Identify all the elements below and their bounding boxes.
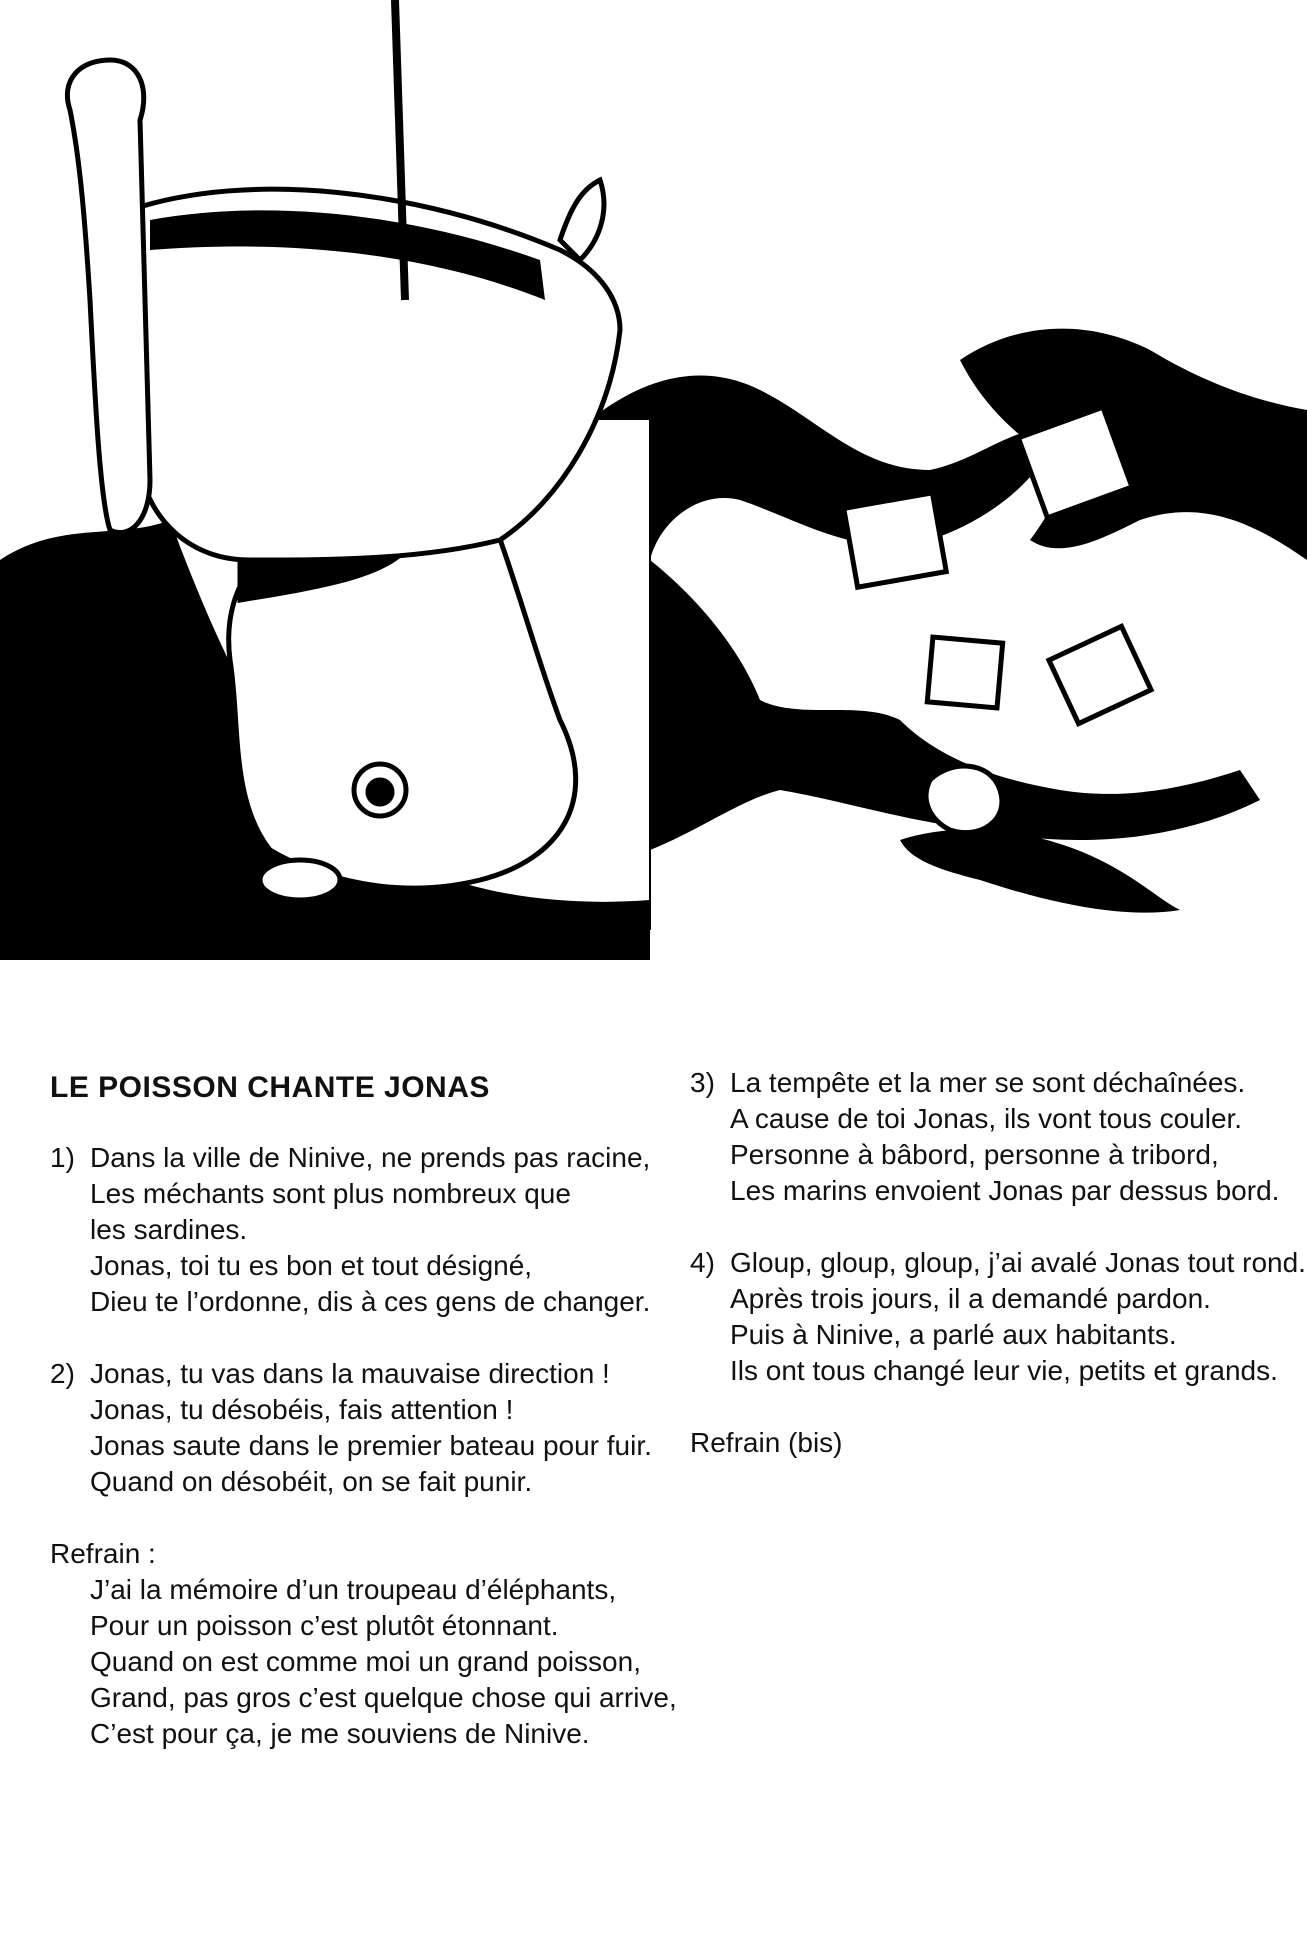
verse-line: Après trois jours, il a demandé pardon.: [730, 1283, 1211, 1314]
verse-1: [50, 1140, 651, 1320]
verse-3: [690, 1065, 1290, 1209]
refrain-line: Grand, pas gros c’est quelque chose qui arrive,: [90, 1682, 677, 1713]
verse-2: [50, 1356, 652, 1500]
verse-line: Puis à Ninive, a parlé aux habitants.: [730, 1319, 1177, 1350]
verse-number: 1): [50, 1142, 75, 1173]
verse-4: [690, 1245, 1306, 1389]
whale-boat-illustration: [0, 0, 1307, 960]
verse-number: 4): [690, 1247, 715, 1278]
verse-line: Dans la ville de Ninive, ne prends pas racine,: [90, 1142, 651, 1173]
verse-line: Ils ont tous changé leur vie, petits et grands.: [730, 1355, 1278, 1386]
verse-line: Jonas, tu vas dans la mauvaise direction !: [90, 1358, 610, 1389]
verse-line: Dieu te l’ordonne, dis à ces gens de changer.: [90, 1286, 651, 1317]
refrain-line: J’ai la mémoire d’un troupeau d’éléphants,: [90, 1574, 617, 1605]
verse-line: Jonas, toi tu es bon et tout désigné,: [90, 1250, 533, 1281]
boat: [67, 0, 620, 560]
lyrics-right-column: [690, 1065, 1306, 1461]
verse-number: 2): [50, 1358, 75, 1389]
verse-line: La tempête et la mer se sont déchaînées.: [730, 1067, 1246, 1098]
refrain-line: Quand on est comme moi un grand poisson,: [90, 1646, 641, 1677]
refrain: [50, 1536, 677, 1752]
verse-line: A cause de toi Jonas, ils vont tous couler.: [730, 1103, 1243, 1134]
verse-line: Les marins envoient Jonas par dessus bord.: [730, 1175, 1280, 1206]
verse-line: Jonas, tu désobéis, fais attention !: [90, 1394, 514, 1425]
verse-line: Quand on désobéit, on se fait punir.: [90, 1466, 533, 1497]
verse-number: 3): [690, 1067, 715, 1098]
refrain-line: C’est pour ça, je me souviens de Ninive.: [90, 1718, 590, 1749]
lyrics-left-column: [50, 1070, 677, 1752]
refrain-line: Pour un poisson c’est plutôt étonnant.: [90, 1610, 559, 1641]
refrain-bis: Refrain (bis): [690, 1427, 843, 1458]
verse-line: Personne à bâbord, personne à tribord,: [730, 1139, 1219, 1170]
verse-line: Les méchants sont plus nombreux que les sardines.: [90, 1178, 571, 1245]
song-title: LE POISSON CHANTE JONAS: [50, 1071, 490, 1104]
refrain-label: Refrain :: [50, 1538, 156, 1569]
verse-line: Gloup, gloup, gloup, j’ai avalé Jonas tout rond.: [730, 1247, 1306, 1278]
verse-line: Jonas saute dans le premier bateau pour fuir.: [90, 1430, 652, 1461]
